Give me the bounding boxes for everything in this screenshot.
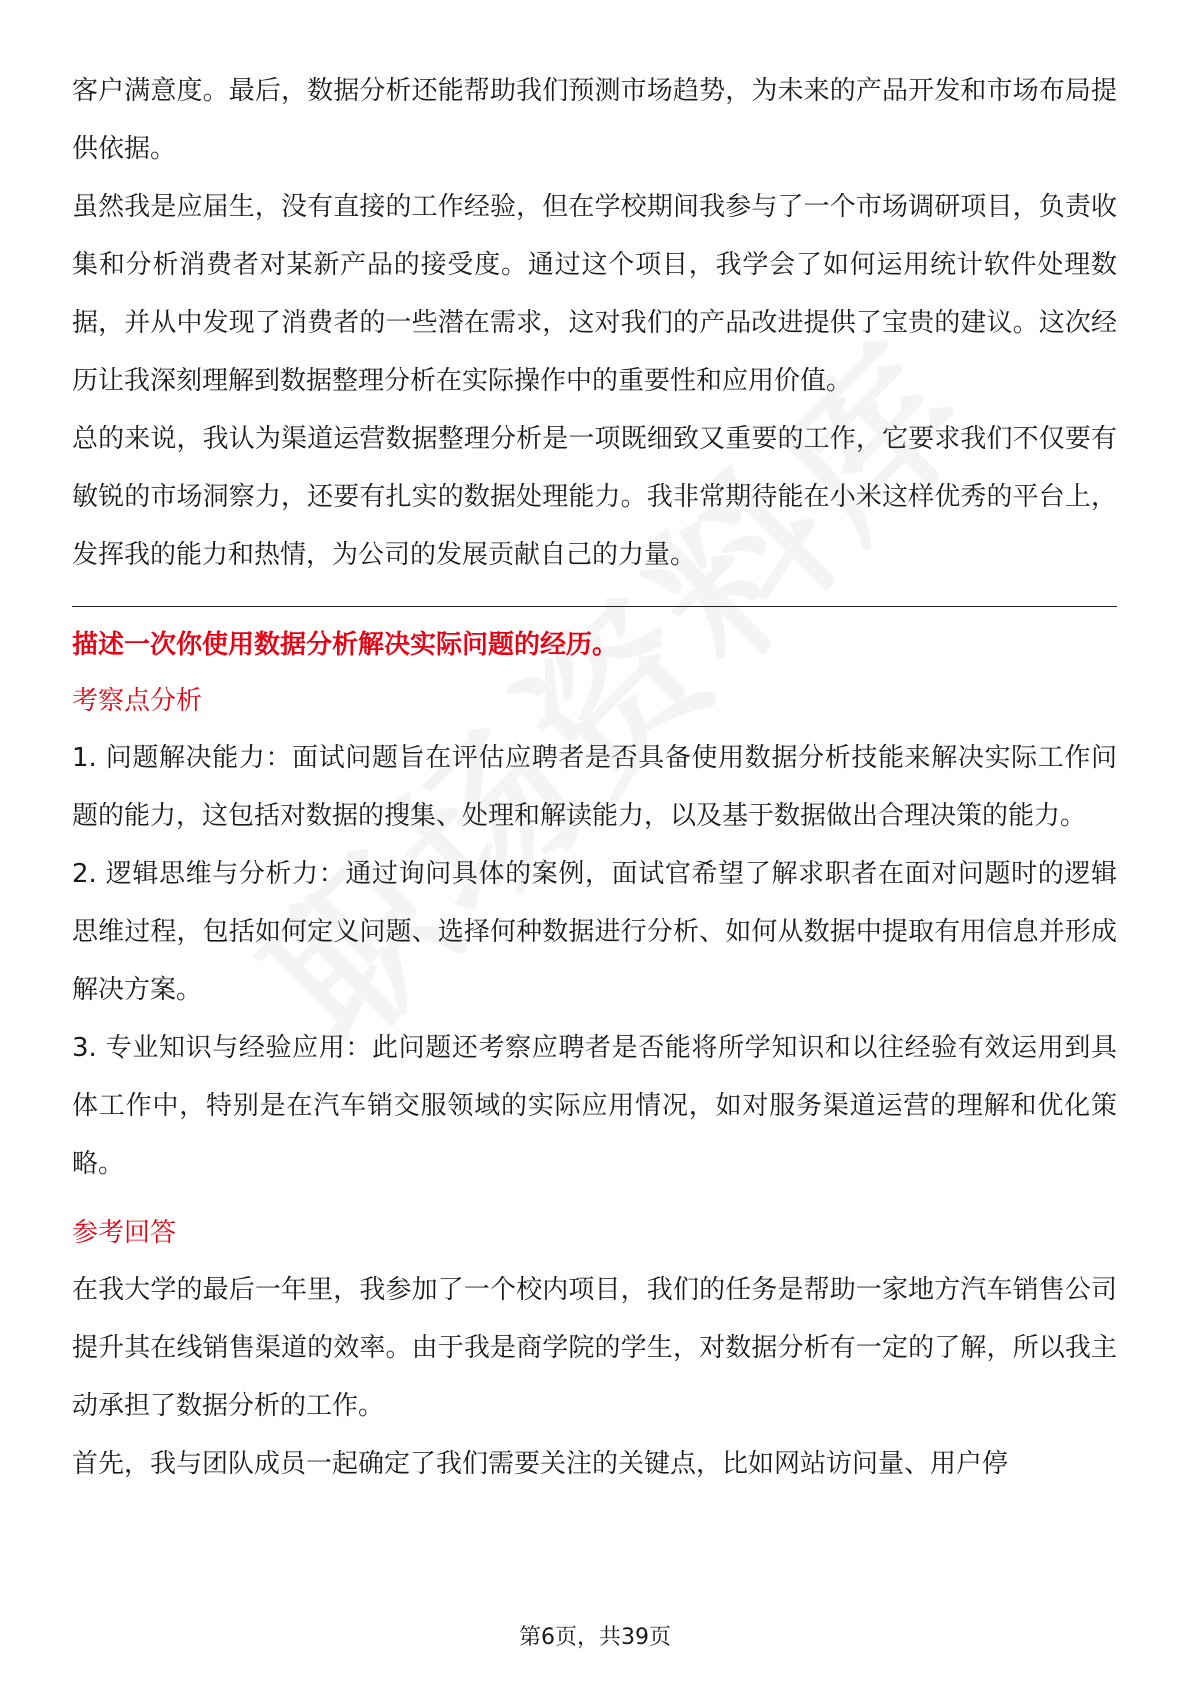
analysis-point: 1. 问题解决能力：面试问题旨在评估应聘者是否具备使用数据分析技能来解决实际工作问题的能力，这包括对数据的搜集、处理和解读能力，以及基于数据做出合理决策的能力。 [72, 743, 1117, 831]
analysis-title: 考察点分析 [72, 686, 203, 716]
analysis-point: 2. 逻辑思维与分析力：通过询问具体的案例，面试官希望了解求职者在面对问题时的逻辑思维过程，包括如何定义问题、选择何种数据进行分析、如何从数据中提取有用信息并形成解决方案。 [72, 859, 1117, 1005]
answer-title: 参考回答 [72, 1218, 177, 1248]
body-paragraph: 虽然我是应届生，没有直接的工作经验，但在学校期间我参与了一个市场调研项目，负责收集和分析消费者对某新产品的接受度。通过这个项目，我学会了如何运用统计软件处理数据，并从中发现了消费者的一些潜在需求，这对我们的产品改进提供了宝贵的建议。这次经历让我深刻理解到数据整理分析在实际操作中的重要性和应用价值。 [72, 192, 1117, 396]
body-paragraph: 总的来说，我认为渠道运营数据整理分析是一项既细致又重要的工作，它要求我们不仅要有敏锐的市场洞察力，还要有扎实的数据处理能力。我非常期待能在小米这样优秀的平台上，发挥我的能力和热情，为公司的发展贡献自己的力量。 [72, 424, 1117, 570]
answer-paragraph: 首先，我与团队成员一起确定了我们需要关注的关键点，比如网站访问量、用户停 [72, 1449, 1009, 1479]
question-heading: 描述一次你使用数据分析解决实际问题的经历。 [72, 630, 619, 660]
answer-paragraph: 在我大学的最后一年里，我参加了一个校内项目，我们的任务是帮助一家地方汽车销售公司提升其在线销售渠道的效率。由于我是商学院的学生，对数据分析有一定的了解，所以我主动承担了数据分析的工作。 [72, 1275, 1117, 1421]
body-paragraph: 客户满意度。最后，数据分析还能帮助我们预测市场趋势，为未来的产品开发和市场布局提供依据。 [72, 76, 1117, 164]
page-number: 第6页，共39页 [519, 1625, 671, 1650]
page-content [72, 62, 1117, 1493]
section-divider [72, 606, 1117, 607]
analysis-point: 3. 专业知识与经验应用：此问题还考察应聘者是否能将所学知识和以往经验有效运用到具体工作中，特别是在汽车销交服领域的实际应用情况，如对服务渠道运营的理解和优化策略。 [72, 1033, 1117, 1179]
